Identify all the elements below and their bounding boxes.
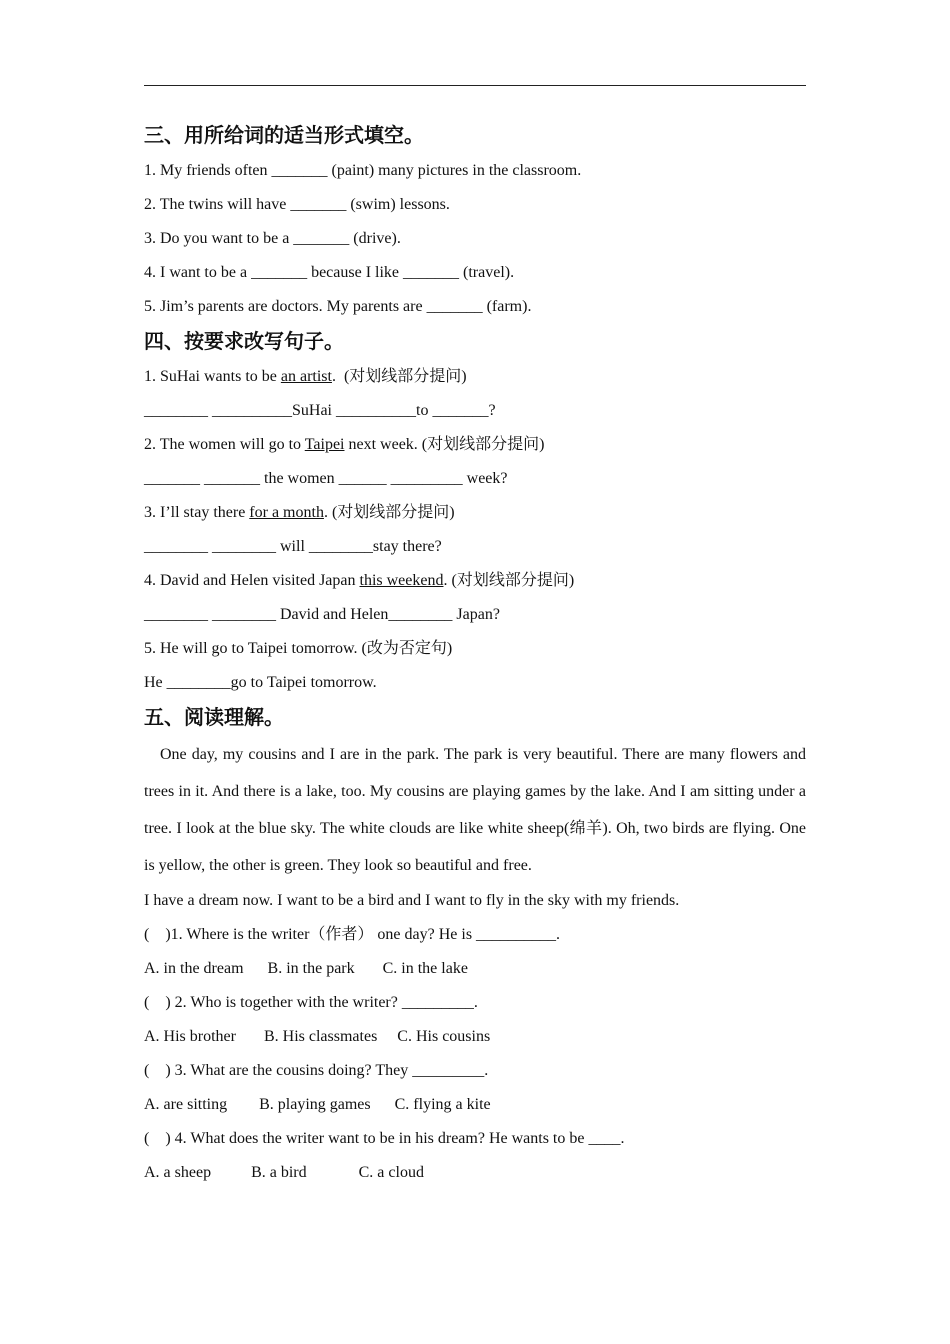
section4-answer-4: ________ ________ David and Helen________ Japan? xyxy=(144,606,500,623)
worksheet xyxy=(144,118,806,1190)
reading-question-3: ( ) 3. What are the cousins doing? They _________. xyxy=(144,1062,489,1079)
reading-options-4: A. a sheep B. a bird C. a cloud xyxy=(144,1164,424,1181)
section4-question-1 xyxy=(144,360,806,394)
reading-question-1: ( )1. Where is the writer（作者） one day? He is __________. xyxy=(144,926,561,943)
section5-title: 五、阅读理解。 xyxy=(144,705,284,729)
section4-answer-3: ________ ________ will ________stay there? xyxy=(144,538,442,555)
question-text: . (对划线部分提问) xyxy=(323,504,455,521)
underlined-phrase: an artist xyxy=(280,368,332,385)
reading-question-2: ( ) 2. Who is together with the writer? _________. xyxy=(144,994,478,1011)
reading-options-3: A. are sitting B. playing games C. flying a kite xyxy=(144,1096,491,1113)
underlined-phrase: for a month xyxy=(249,504,324,521)
section3-item-3: 3. Do you want to be a _______ (drive). xyxy=(144,230,401,247)
question-text: 3. I’ll stay there xyxy=(144,504,250,521)
section4-question-4 xyxy=(144,564,806,598)
section4-answer-2: _______ _______ the women ______ _________ week? xyxy=(144,470,508,487)
section4-question-5: 5. He will go to Taipei tomorrow. (改为否定句) xyxy=(144,640,453,657)
section3-title: 三、用所给词的适当形式填空。 xyxy=(144,123,424,147)
section4-answer-1: ________ __________SuHai __________to _______? xyxy=(144,402,496,419)
reading-passage: One day, my cousins and I are in the park. The park is very beautiful. There are many flowers and trees in it. And there is a lake, too. My cousins are playing games by the lake. And I am sitting under a tree. I look at the blue sky. The white clouds are like white sheep(绵羊). Oh, two birds are flying. One is yellow, the other is green. They look so beautiful and free. xyxy=(144,746,806,874)
reading-passage-2: I have a dream now. I want to be a bird and I want to fly in the sky with my friends. xyxy=(144,892,680,909)
question-text: 1. SuHai wants to be xyxy=(144,368,281,385)
section3-item-1: 1. My friends often _______ (paint) many pictures in the classroom. xyxy=(144,162,582,179)
section4-question-2 xyxy=(144,428,806,462)
question-text: next week. (对划线部分提问) xyxy=(344,436,545,453)
section4-title: 四、按要求改写句子。 xyxy=(144,329,344,353)
reading-options-2: A. His brother B. His classmates C. His cousins xyxy=(144,1028,491,1045)
section4-question-3 xyxy=(144,496,806,530)
question-text: 4. David and Helen visited Japan xyxy=(144,572,360,589)
section3-item-5: 5. Jim’s parents are doctors. My parents are _______ (farm). xyxy=(144,298,532,315)
question-text: . (对划线部分提问) xyxy=(443,572,575,589)
question-text: . (对划线部分提问) xyxy=(331,368,467,385)
section4-answer-5: He ________go to Taipei tomorrow. xyxy=(144,674,377,691)
question-text: 2. The women will go to xyxy=(144,436,305,453)
underlined-phrase: Taipei xyxy=(304,436,345,453)
reading-options-1: A. in the dream B. in the park C. in the lake xyxy=(144,960,468,977)
header-rule xyxy=(144,85,806,86)
section3-item-4: 4. I want to be a _______ because I like _______ (travel). xyxy=(144,264,515,281)
underlined-phrase: this weekend xyxy=(359,572,444,589)
reading-question-4: ( ) 4. What does the writer want to be in his dream? He wants to be ____. xyxy=(144,1130,625,1147)
section3-item-2: 2. The twins will have _______ (swim) lessons. xyxy=(144,196,450,213)
